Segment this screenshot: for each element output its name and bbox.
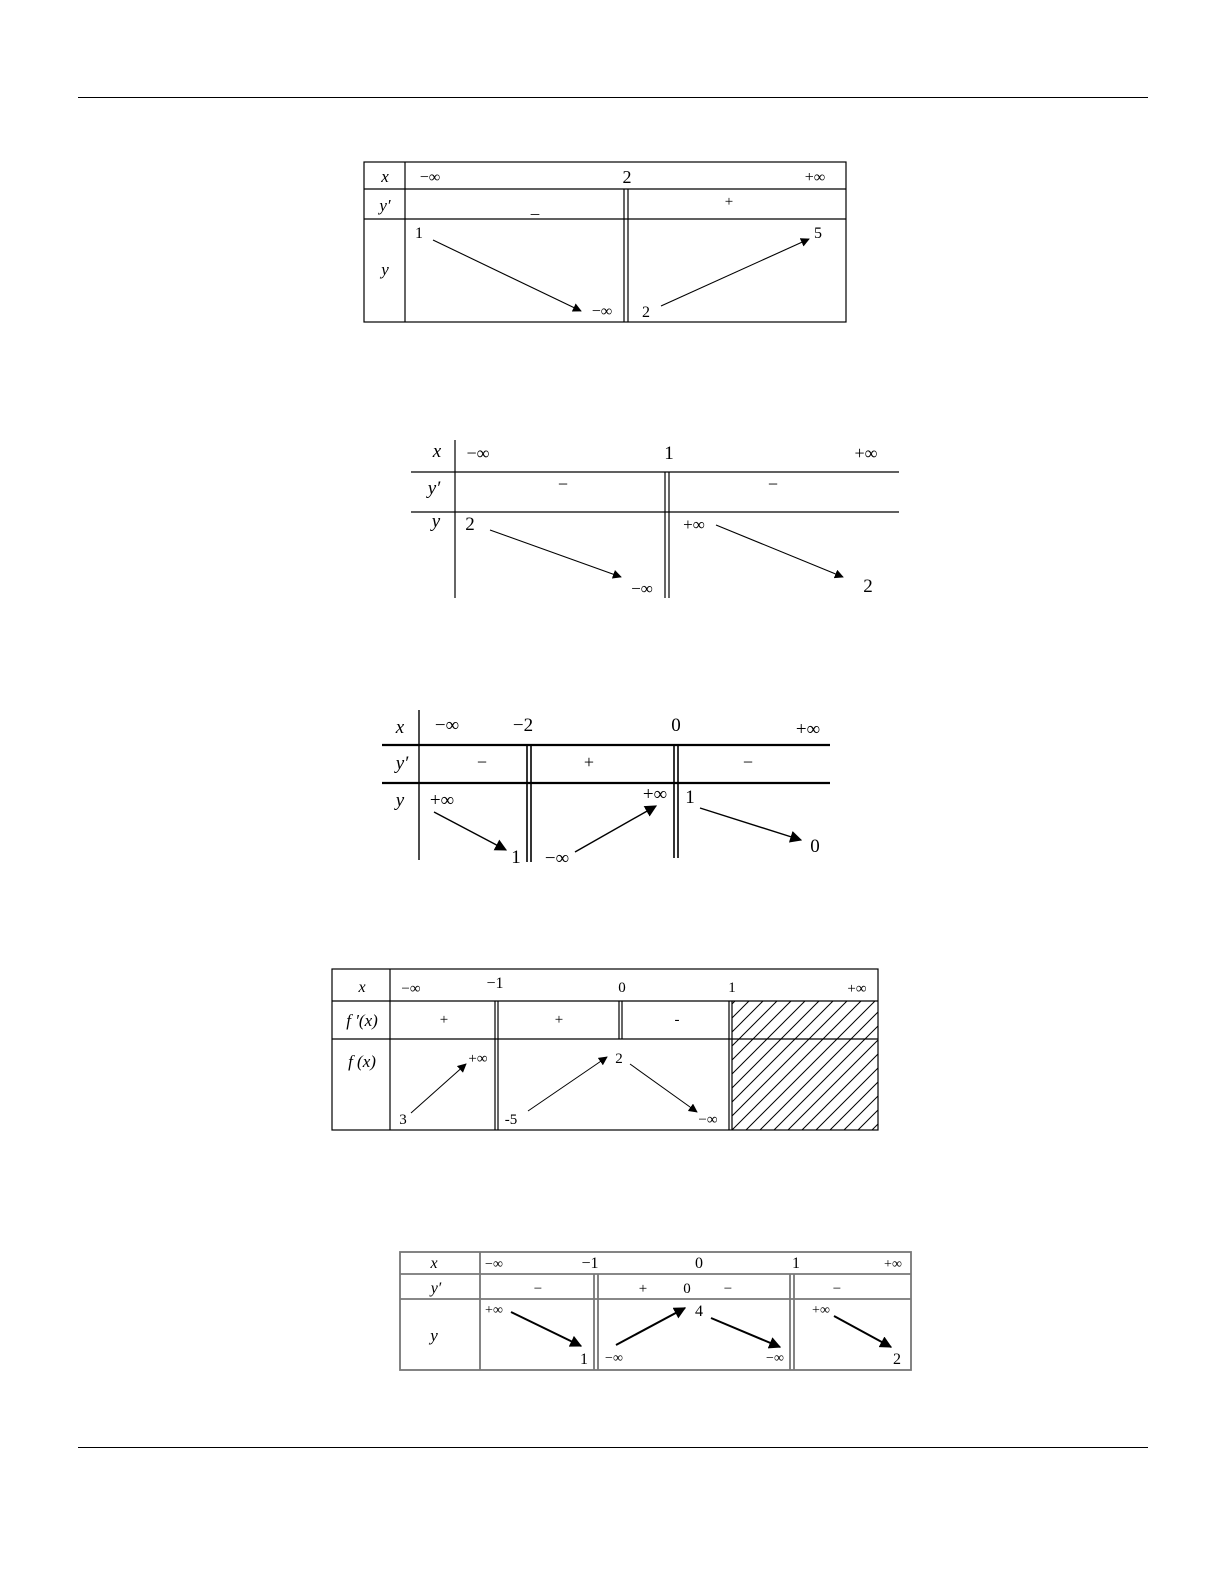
y-value: +∞ — [642, 784, 668, 805]
derivative-sign: − — [557, 474, 569, 494]
x-value: +∞ — [854, 443, 878, 463]
derivative-sign: + — [439, 1012, 449, 1028]
y-value: −∞ — [544, 848, 570, 869]
x-value: 0 — [618, 980, 626, 996]
x-value: 2 — [622, 167, 632, 187]
decreasing-arrow — [434, 812, 506, 850]
x-value: −1 — [581, 1255, 599, 1272]
derivative-sign: + — [638, 1281, 648, 1297]
y-value: 4 — [695, 1303, 703, 1320]
x-value: −2 — [512, 715, 534, 736]
table-grid — [411, 440, 899, 598]
row-label-y: y — [431, 511, 441, 532]
variation-table-2 — [0, 430, 1225, 610]
derivative-sign: + — [583, 752, 595, 772]
y-value: 3 — [399, 1112, 407, 1128]
x-value: +∞ — [804, 169, 826, 186]
row-label-x: x — [430, 1255, 438, 1272]
y-value: 1 — [685, 787, 695, 808]
y-value: −∞ — [631, 579, 653, 598]
row-label-y: y — [430, 1326, 438, 1345]
y-value: +∞ — [683, 515, 705, 534]
x-value: −∞ — [419, 169, 441, 186]
row-label-x: x — [381, 167, 389, 186]
x-value: −∞ — [466, 443, 490, 463]
derivative-sign: − — [723, 1281, 733, 1297]
variation-table-4 — [0, 960, 1225, 1140]
x-value: −∞ — [434, 715, 460, 736]
x-value: +∞ — [795, 719, 821, 740]
increasing-arrow — [616, 1308, 685, 1345]
row-label-x: x — [395, 717, 405, 738]
y-value: +∞ — [429, 790, 455, 811]
decreasing-arrow — [700, 808, 801, 840]
derivative-sign: − — [533, 1281, 543, 1297]
row-label-derivative: y′ — [430, 1280, 442, 1297]
y-value: +∞ — [812, 1303, 830, 1318]
y-value: 0 — [810, 836, 820, 857]
x-value: 0 — [695, 1255, 703, 1272]
derivative-sign: − — [832, 1281, 842, 1297]
derivative-sign: 0 — [683, 1281, 691, 1297]
y-value: 2 — [465, 514, 475, 535]
y-value: −∞ — [698, 1112, 718, 1128]
x-value: 1 — [792, 1255, 800, 1272]
x-value: −∞ — [401, 981, 421, 997]
derivative-sign: − — [767, 474, 779, 494]
row-label-x: x — [358, 979, 366, 996]
y-value: 2 — [893, 1351, 901, 1368]
decreasing-arrow — [433, 240, 581, 311]
x-value: 1 — [664, 443, 674, 464]
row-label-y: y — [395, 790, 405, 811]
row-label-derivative: y′ — [427, 478, 441, 499]
decreasing-arrow — [711, 1318, 780, 1347]
x-value: −1 — [486, 975, 504, 992]
row-label-derivative: y′ — [395, 753, 409, 774]
x-value: 0 — [671, 715, 681, 736]
increasing-arrow — [411, 1064, 466, 1113]
derivative-sign: + — [724, 194, 734, 210]
y-value: −∞ — [605, 1351, 623, 1366]
y-value: 2 — [615, 1051, 623, 1067]
derivative-sign: - — [674, 1012, 680, 1028]
y-value: −∞ — [591, 303, 613, 320]
x-value: +∞ — [884, 1257, 902, 1272]
decreasing-arrow — [630, 1064, 697, 1112]
y-value: 2 — [863, 576, 873, 597]
decreasing-arrow — [511, 1312, 581, 1346]
table-grid — [400, 1252, 911, 1370]
footer-rule — [78, 1447, 1148, 1448]
derivative-sign: _ — [530, 198, 540, 217]
variation-table-1 — [0, 150, 1225, 340]
x-value: 1 — [728, 980, 736, 996]
derivative-sign: + — [554, 1012, 564, 1028]
y-value: 2 — [642, 304, 650, 321]
x-value: +∞ — [847, 981, 867, 997]
y-value: -5 — [504, 1112, 518, 1128]
hatched-region — [732, 1001, 878, 1130]
increasing-arrow — [575, 806, 656, 852]
variation-table-5 — [0, 1240, 1225, 1380]
y-value: −∞ — [766, 1351, 784, 1366]
decreasing-arrow — [834, 1316, 891, 1347]
y-value: 1 — [415, 225, 423, 242]
derivative-sign: − — [476, 752, 488, 772]
row-label-x: x — [432, 441, 442, 462]
variation-table-3 — [0, 700, 1225, 875]
decreasing-arrow — [490, 530, 621, 577]
decreasing-arrow — [716, 525, 843, 577]
y-value: +∞ — [485, 1303, 503, 1318]
row-label-y: f (x) — [348, 1052, 376, 1071]
row-label-derivative: f ′(x) — [346, 1011, 378, 1030]
header-rule — [78, 97, 1148, 98]
y-value: 5 — [814, 225, 822, 242]
y-value: 1 — [580, 1351, 588, 1368]
derivative-sign: − — [742, 752, 754, 772]
increasing-arrow — [528, 1057, 607, 1111]
row-label-derivative: y′ — [379, 196, 391, 215]
y-value: 1 — [511, 847, 521, 868]
y-value: +∞ — [468, 1051, 488, 1067]
increasing-arrow — [661, 239, 809, 306]
x-value: −∞ — [485, 1257, 503, 1272]
row-label-y: y — [381, 260, 389, 279]
